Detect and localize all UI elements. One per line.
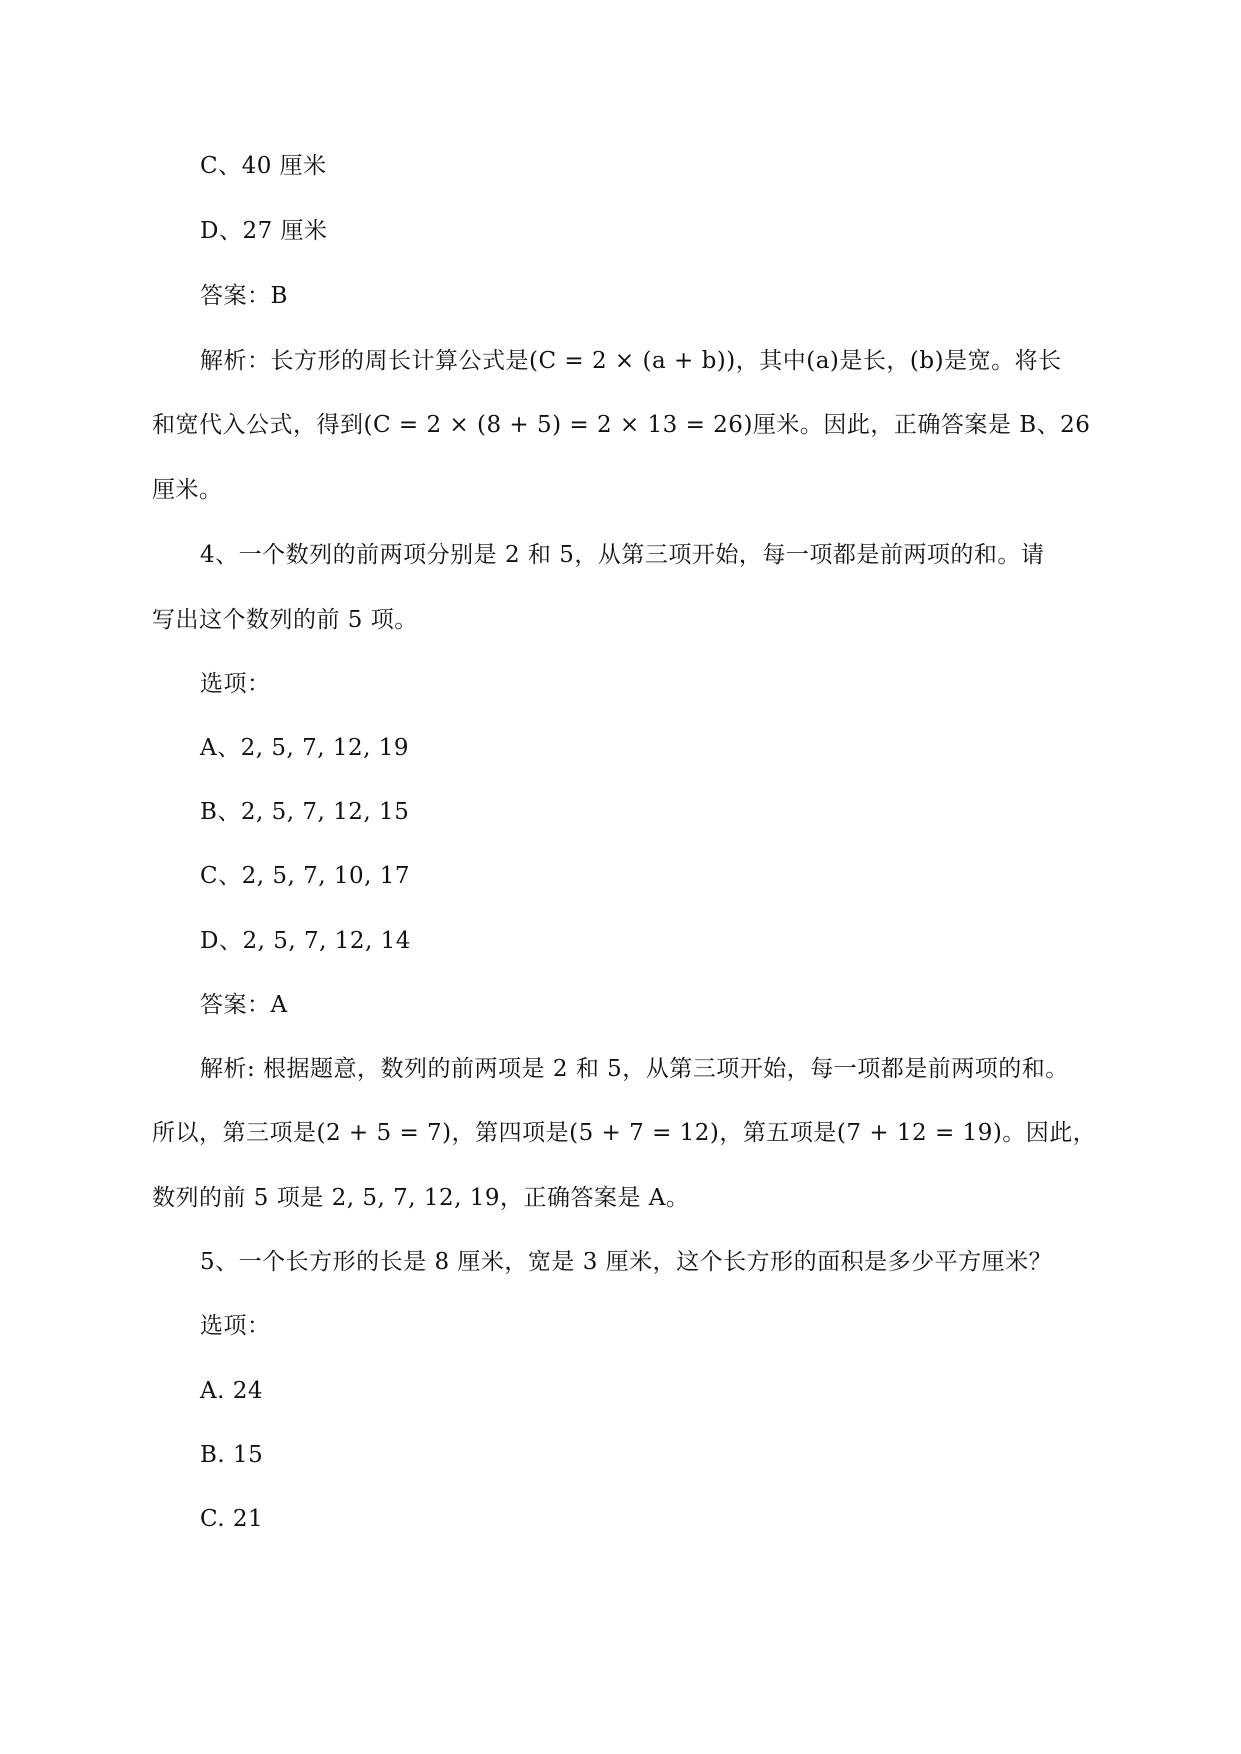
explanation-q4-line3: 数列的前 5 项是 2, 5, 7, 12, 19，正确答案是 A。 <box>152 1185 690 1211</box>
option-b-q4: B、2, 5, 7, 12, 15 <box>200 799 410 825</box>
option-a-q4: A、2, 5, 7, 12, 19 <box>200 735 410 761</box>
options-label-q5: 选项： <box>200 1313 271 1339</box>
explanation-q3-line2: 和宽代入公式，得到(C = 2 × (8 + 5) = 2 × 13 = 26)厘米。因此，正确答案是 B、26 <box>152 412 1091 438</box>
option-c-q3: C、40 厘米 <box>200 153 327 179</box>
options-label-q4: 选项： <box>200 671 271 697</box>
explanation-q3-line3: 厘米。 <box>152 477 223 503</box>
answer-q4: 答案：A <box>200 992 288 1018</box>
option-d-q4: D、2, 5, 7, 12, 14 <box>200 928 411 954</box>
option-c-q5: C. 21 <box>200 1506 264 1532</box>
question-4-line2: 写出这个数列的前 5 项。 <box>152 607 418 633</box>
explanation-q3-line1: 解析：长方形的周长计算公式是(C = 2 × (a + b))，其中(a)是长，(b)是宽。将长 <box>200 348 1062 374</box>
question-5: 5、一个长方形的长是 8 厘米，宽是 3 厘米，这个长方形的面积是多少平方厘米？ <box>200 1249 1053 1275</box>
option-c-q4: C、2, 5, 7, 10, 17 <box>200 863 411 889</box>
option-a-q5: A. 24 <box>200 1378 263 1404</box>
explanation-q4-line2: 所以，第三项是(2 + 5 = 7)，第四项是(5 + 7 = 12)，第五项是(7 + 12 = 19)。因此， <box>152 1120 1097 1146</box>
question-4-line1: 4、一个数列的前两项分别是 2 和 5，从第三项开始，每一项都是前两项的和。请 <box>200 542 1045 568</box>
option-d-q3: D、27 厘米 <box>200 218 328 244</box>
answer-q3: 答案：B <box>200 283 288 309</box>
option-b-q5: B. 15 <box>200 1442 264 1468</box>
explanation-q4-line1: 解析: 根据题意，数列的前两项是 2 和 5，从第三项开始，每一项都是前两项的和。 <box>200 1056 1069 1082</box>
